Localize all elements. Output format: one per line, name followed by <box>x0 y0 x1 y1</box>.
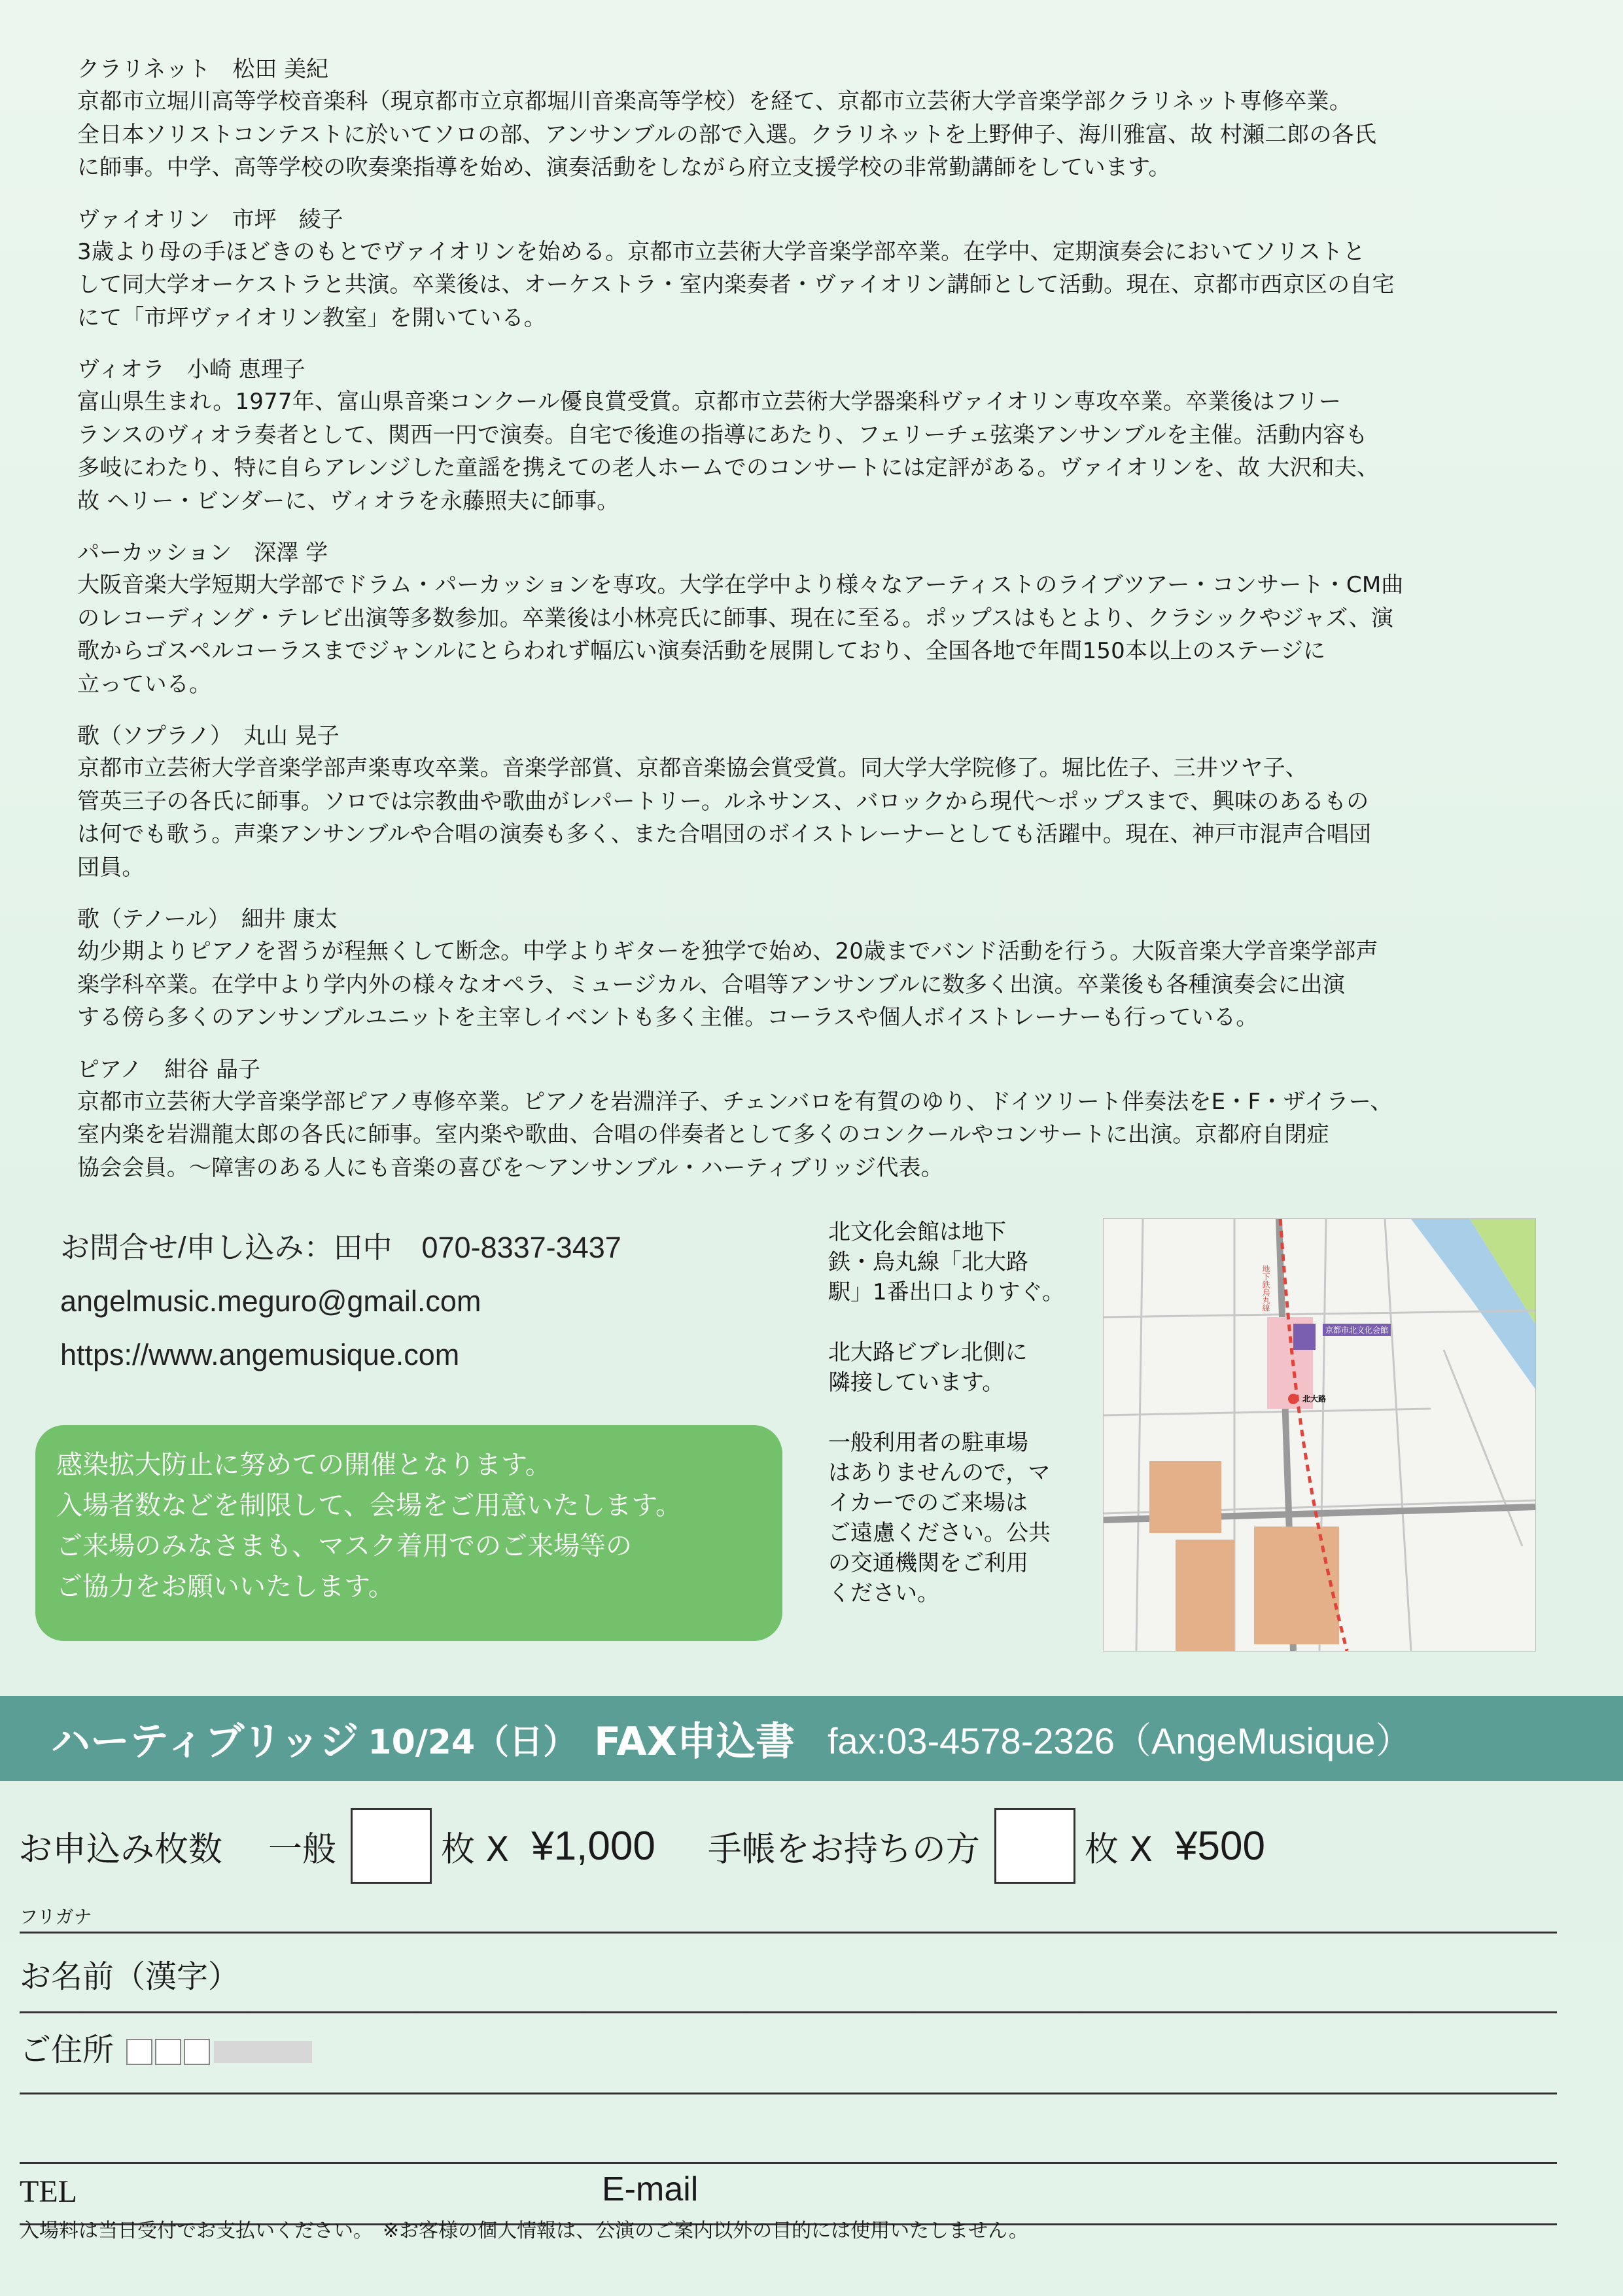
postal-box <box>184 2039 210 2065</box>
bio-line: は何でも歌う。声楽アンサンブルや合唱の演奏も多く、また合唱団のボイストレーナーとしても活躍中。現在、神戸市混声合唱団 <box>77 821 1372 847</box>
notice-line: 入場者数などを制限して、会場をご用意いたします。 <box>56 1491 682 1521</box>
access-line: 隣接しています。 <box>828 1369 1005 1396</box>
bio-text <box>77 236 1549 335</box>
name-line[interactable] <box>20 2011 1557 2013</box>
covid-notice <box>35 1425 782 1641</box>
fax-header-band <box>0 1696 1623 1781</box>
access-line: 北大路ビブレ北側に <box>828 1339 1028 1366</box>
bio-line: して同大学オーケストラと共演。卒業後は、オーケストラ・室内楽奏者・ヴァイオリン講師として活動。現在、京都市西京区の自宅 <box>77 272 1395 298</box>
bio-section <box>77 904 1549 1034</box>
postal-box <box>126 2039 152 2065</box>
bio-line: にて「市坪ヴァイオリン教室」を開いている。 <box>77 304 546 331</box>
bio-line: 全日本ソリストコンテストに於いてソロの部、アンサンブルの部で入選。クラリネットを上野伸子、海川雅富、故 村瀬二郎の各氏 <box>77 121 1377 148</box>
bio-section <box>77 354 1549 518</box>
email-label: E-mail <box>602 2170 699 2208</box>
access-line: イカーでのご来場は <box>828 1490 1028 1516</box>
contact-email[interactable]: angelmusic.meguro@gmail.com <box>60 1284 481 1318</box>
general-unit-label: 枚 X <box>441 1829 510 1869</box>
tel-label: TEL <box>20 2174 77 2209</box>
website-url[interactable]: https://www.angemusique.com <box>60 1338 460 1371</box>
station-label: 北大路 <box>1302 1394 1327 1404</box>
address-line-1[interactable] <box>20 2093 1557 2094</box>
bio-line: 京都市立芸術大学音楽学部声楽専攻卒業。音楽学部賞、京都音楽協会賞受賞。同大学大学院修了。堀比佐子、三井ツヤ子、 <box>77 755 1308 781</box>
bio-line: 協会会員。～障害のある人にも音楽の喜びを～アンサンブル・ハーティブリッジ代表。 <box>77 1154 943 1181</box>
event-date: 10/24（日） <box>368 1722 578 1762</box>
handbook-price: ¥500 <box>1175 1823 1265 1869</box>
school-block <box>1149 1461 1221 1533</box>
bio-title: 歌（テノール） 細井 康太 <box>77 906 338 932</box>
handbook-qty-box[interactable] <box>994 1808 1075 1884</box>
bio-title: パーカッション 深澤 学 <box>77 540 328 566</box>
bio-text <box>77 569 1549 701</box>
access-line: 北文化会館は地下 <box>828 1219 1006 1245</box>
general-price: ¥1,000 <box>531 1823 655 1869</box>
access-line: の交通機関をご利用 <box>828 1550 1028 1576</box>
access-info <box>828 1217 1083 1638</box>
bio-line: する傍ら多くのアンサンブルユニットを主宰しイベントも多く主催。コーラスや個人ボイストレーナーも行っている。 <box>77 1004 1259 1031</box>
bio-line: 多岐にわたり、特に自らアレンジした童謡を携えての老人ホームでのコンサートには定評がある。ヴァイオリンを、故 大沢和夫、 <box>77 455 1380 481</box>
group-name: ハーティブリッジ <box>51 1719 359 1765</box>
university-block <box>1254 1527 1339 1644</box>
bio-line: 大阪音楽大学短期大学部でドラム・パーカッションを専攻。大学在学中より様々なアーティストのライブツアー・コンサート・CM曲 <box>77 572 1404 598</box>
bio-line: 管英三子の各氏に師事。ソロでは宗教曲や歌曲がレパートリー。ルネサンス、バロックから現代～ポップスまで、興味のあるもの <box>77 788 1369 815</box>
access-line: 一般利用者の駐車場 <box>828 1430 1028 1456</box>
bio-title: クラリネット 松田 美紀 <box>77 56 329 82</box>
address-text: ご住所 <box>20 2032 114 2068</box>
notice-line: ご協力をお願いいたします。 <box>56 1572 394 1602</box>
access-line: ご遠慮ください。公共 <box>828 1520 1051 1546</box>
school-block <box>1176 1540 1234 1651</box>
bio-text <box>77 85 1549 185</box>
access-line: ください。 <box>828 1580 939 1606</box>
general-qty-box[interactable] <box>351 1808 432 1884</box>
handbook-label: 手帳をお持ちの方 <box>707 1829 980 1869</box>
fax-form-title: FAX申込書 <box>594 1719 795 1765</box>
access-line: 駅」1番出口よりすぐ。 <box>828 1279 1064 1305</box>
bio-line: に師事。中学、高等学校の吹奏楽指導を始め、演奏活動をしながら府立支援学校の非常勤講師をしています。 <box>77 154 1171 181</box>
bio-section <box>77 204 1549 335</box>
bio-text <box>77 935 1549 1034</box>
address-label <box>20 2024 312 2070</box>
bio-line: 立っている。 <box>77 671 212 698</box>
fax-number: fax:03-4578-2326（AngeMusique） <box>827 1720 1412 1761</box>
access-line: はありませんので，マ <box>828 1460 1051 1486</box>
bio-line: 京都市立芸術大学音楽学部ピアノ専修卒業。ピアノを岩淵洋子、チェンバロを有賀のゆり、ドイツリート伴奏法をE・F・ザイラー、 <box>77 1088 1393 1115</box>
performer-bios <box>77 54 1549 1204</box>
address-line-2[interactable] <box>20 2162 1557 2164</box>
bio-title: ピアノ 紺谷 晶子 <box>77 1056 261 1083</box>
general-label: 一般 <box>268 1829 337 1869</box>
access-landmark <box>828 1337 1083 1398</box>
bio-text <box>77 752 1549 884</box>
bio-line: 室内楽を岩淵龍太郎の各氏に師事。室内楽や歌曲、合唱の伴奏者として多くのコンクールやコンサートに出演。京都府自閉症 <box>77 1122 1329 1148</box>
bio-title: 歌（ソプラノ） 丸山 晃子 <box>77 723 340 749</box>
bio-text <box>77 385 1549 518</box>
footer-note: 入場料は当日受付でお支払いください。 ※お客様の個人情報は、公演のご案内以外の目的には使用いたしません。 <box>20 2219 1028 2242</box>
bio-section <box>77 1054 1549 1185</box>
postal-box-redacted <box>214 2041 312 2063</box>
bio-section <box>77 537 1549 701</box>
furigana-label: フリガナ <box>20 1906 92 1928</box>
subway-label: 地下鉄烏丸線 <box>1261 1265 1270 1312</box>
ticket-order-row <box>18 1803 1265 1888</box>
bio-line: 京都市立堀川高等学校音楽科（現京都市立京都堀川音楽高等学校）を経て、京都市立芸術大学音楽学部クラリネット専修卒業。 <box>77 88 1352 115</box>
contact-info <box>60 1221 621 1382</box>
venue-map <box>1103 1218 1536 1651</box>
name-label: お名前（漢字） <box>20 1958 240 1995</box>
bio-line: 楽学科卒業。在学中より学内外の様々なオペラ、ミュージカル、合唱等アンサンブルに数多く出演。卒業後も各種演奏会に出演 <box>77 971 1346 998</box>
bio-line: 幼少期よりピアノを習うが程無くして断念。中学よりギターを独学で始め、20歳までバンド活動を行う。大阪音楽大学音楽学部声 <box>77 938 1378 964</box>
access-line: 鉄・烏丸線「北大路 <box>828 1249 1028 1275</box>
bio-text <box>77 1086 1549 1185</box>
bio-line: 富山県生まれ。1977年、富山県音楽コンクール優良賞受賞。京都市立芸術大学器楽科ヴァイオリン専攻卒業。卒業後はフリー <box>77 389 1342 415</box>
venue-label: 京都市北文化会館 <box>1323 1324 1391 1336</box>
station-marker <box>1288 1394 1299 1404</box>
bio-line: 3歳より母の手ほどきのもとでヴァイオリンを始める。京都市立芸術大学音楽学部卒業。在学中、定期演奏会においてソリストと <box>77 238 1366 265</box>
venue-marker <box>1293 1324 1316 1350</box>
bio-line: 故 ヘリー・ビンダーに、ヴィオラを永藤照夫に師事。 <box>77 487 620 514</box>
bio-section <box>77 720 1549 884</box>
bio-line: のレコーディング・テレビ出演等多数参加。卒業後は小林亮氏に師事、現在に至る。ポップスはもとより、クラシックやジャズ、演 <box>77 605 1394 631</box>
bio-section <box>77 54 1549 185</box>
handbook-unit-label: 枚 X <box>1084 1829 1153 1869</box>
access-station <box>828 1217 1083 1307</box>
access-parking <box>828 1428 1083 1608</box>
notice-line: ご来場のみなさまも、マスク着用でのご来場等の <box>56 1531 632 1561</box>
bio-line: 歌からゴスペルコーラスまでジャンルにとらわれず幅広い演奏活動を展開しており、全国各地で年間150本以上のステージに <box>77 638 1326 664</box>
bio-title: ヴィオラ 小崎 恵理子 <box>77 357 305 383</box>
furigana-line[interactable] <box>20 1932 1557 1934</box>
map-graphic <box>1104 1219 1535 1651</box>
inquiry-phone: お問合せ/申し込み：田中 070-8337-3437 <box>60 1231 621 1264</box>
bio-title: ヴァイオリン 市坪 綾子 <box>77 206 343 233</box>
bio-line: ランスのヴィオラ奏者として、関西一円で演奏。自宅で後進の指導にあたり、フェリーチェ弦楽アンサンブルを主催。活動内容も <box>77 421 1368 448</box>
postal-box <box>155 2039 181 2065</box>
notice-line: 感染拡大防止に努めての開催となります。 <box>56 1450 551 1480</box>
bio-line: 団員。 <box>77 854 145 881</box>
order-label: お申込み枚数 <box>18 1829 223 1869</box>
